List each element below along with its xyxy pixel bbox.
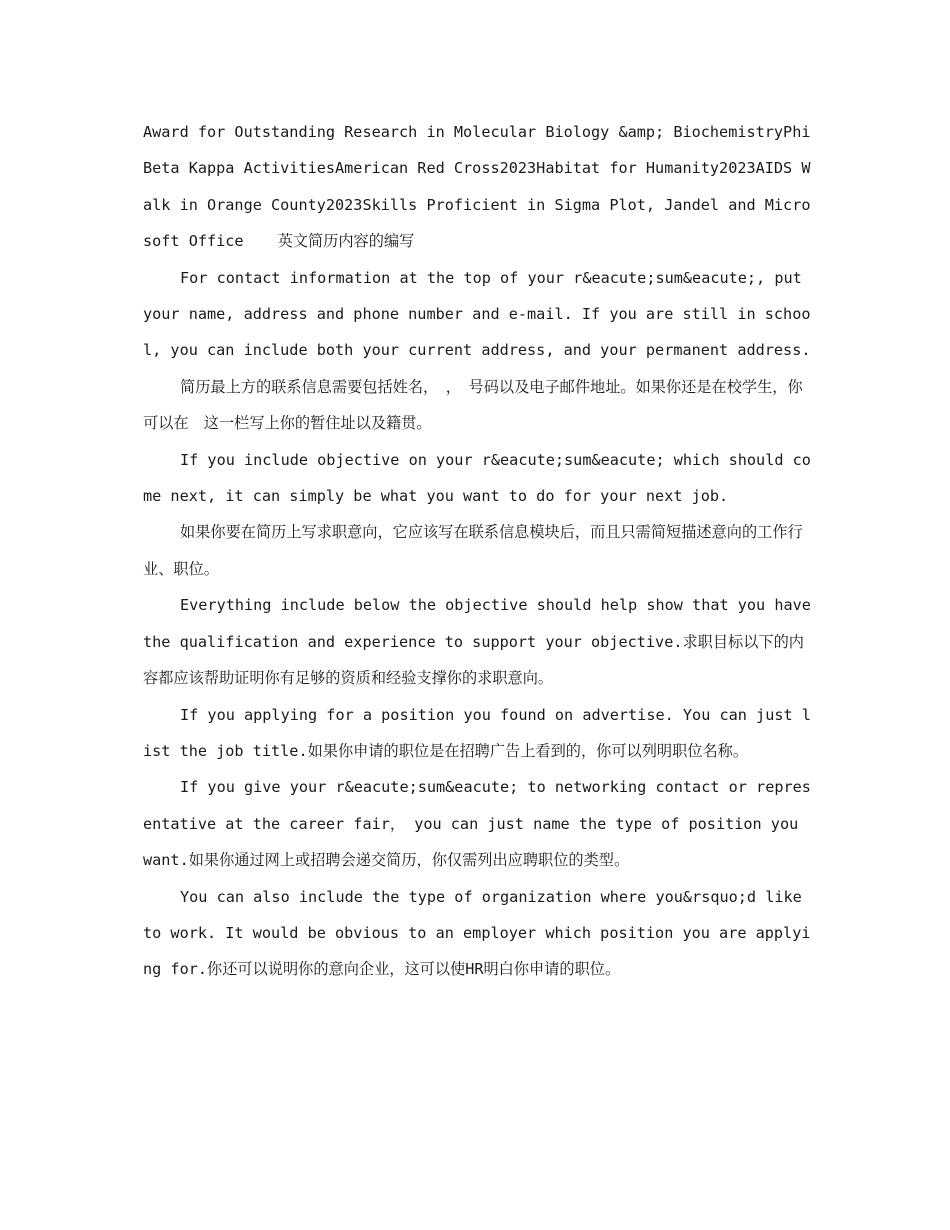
objective-paragraph-zh: 如果你要在简历上写求职意向，它应该写在联系信息模块后，而且只需简短描述意向的工作行业、职位。 — [143, 523, 803, 578]
organization-type-paragraph: You can also include the type of organization where you&rsquo;d like to work. It would be obvious to an employer which position you are applying for.你还可以说明你的意向企业，这可以使HR明白你申请的职位。 — [143, 887, 811, 979]
qualification-paragraph: Everything include below the objective should help show that you have the qualification and experience to support your objective.求职目标以下的内容都应该帮助证明你有足够的资质和经验支撑你的求职意向。 — [143, 596, 811, 688]
awards-activities-skills-paragraph — [143, 114, 811, 260]
objective-paragraph-en: If you include objective on your r&eacute;sum&eacute; which should come next, it can simply be what you want to do for your next job. — [143, 450, 811, 506]
job-title-paragraph: If you applying for a position you found on advertise. You can just list the job title.如果你申请的职位是在招聘广告上看到的，你可以列明职位名称。 — [143, 705, 811, 760]
contact-info-paragraph-en: For contact information at the top of your r&eacute;sum&eacute;, put your name, address and phone number and e-mail. If you are still in school, you can include both your current address, and your permanent address. — [143, 268, 811, 360]
document-page — [143, 114, 811, 988]
career-fair-paragraph: If you give your r&eacute;sum&eacute; to networking contact or representative at the career fair， you can just name the type of position you want.如果你通过网上或招聘会递交简历，你仅需列出应聘职位的类型。 — [143, 778, 811, 870]
awards-text: Award for Outstanding Research in Molecular Biology &amp; BiochemistryPhi Beta Kappa ActivitiesAmerican Red Cross2023Habitat for Humanity2023AIDS Walk in Orange County2023Skills Proficient in Sigma Plot, Jandel and Microsoft Office — [143, 123, 811, 251]
section-title-resume-writing: 英文简历内容的编写 — [277, 232, 415, 251]
contact-info-paragraph-zh: 简历最上方的联系信息需要包括姓名， ， 号码以及电子邮件地址。如果你还是在校学生，你可以在 这一栏写上你的暂住址以及籍贯。 — [143, 377, 803, 433]
